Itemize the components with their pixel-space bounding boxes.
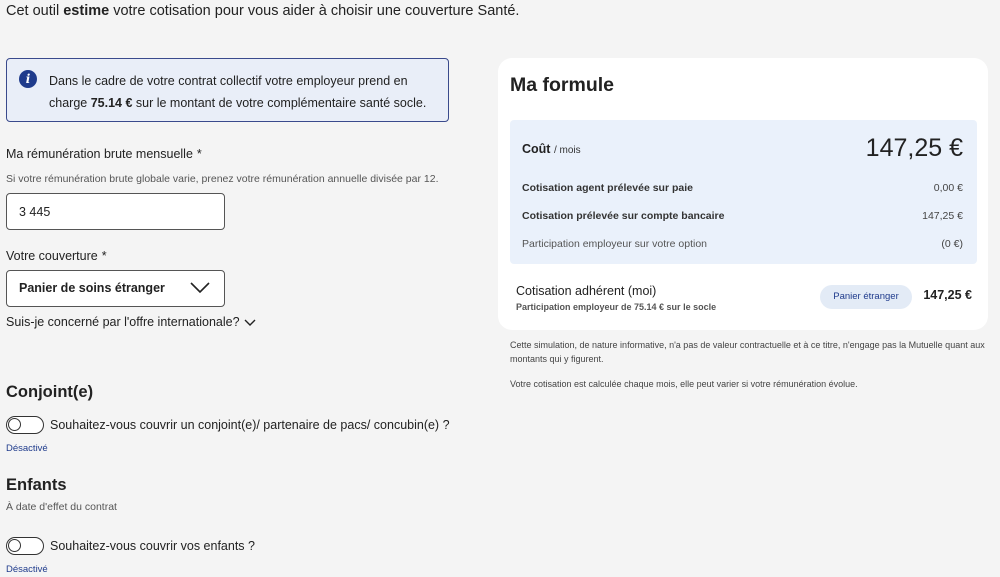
cost-label: Coût / mois (522, 142, 581, 156)
children-subtitle: À date d'effet du contrat (6, 501, 117, 513)
children-section-title: Enfants (6, 476, 67, 494)
adherent-amount: 147,25 € (923, 288, 972, 302)
adherent-sub: Participation employeur de 75.14 € sur le socle (516, 302, 717, 312)
intro-text: Cet outil estime votre cotisation pour vous aider à choisir une couverture Santé. (6, 3, 520, 19)
international-offer-toggle[interactable]: Suis-je concerné par l'offre internationale? (6, 315, 256, 329)
spouse-section-title: Conjoint(e) (6, 383, 94, 401)
formula-card (498, 58, 988, 330)
salary-hint: Si votre rémunération brute globale varie, prenez votre rémunération annuelle divisée par 12. (6, 173, 439, 185)
spouse-toggle-row (6, 416, 450, 434)
children-toggle[interactable] (6, 537, 44, 555)
formula-title: Ma formule (510, 74, 615, 96)
cost-summary (510, 120, 977, 264)
salary-input[interactable] (6, 193, 225, 230)
cost-row: Participation employeur sur votre option (0 €) (522, 238, 963, 250)
spouse-toggle-label: Souhaitez-vous couvrir un conjoint(e)/ partenaire de pacs/ concubin(e) ? (50, 418, 450, 432)
adherent-label: Cotisation adhérent (moi) (516, 284, 657, 298)
cost-row: Cotisation agent prélevée sur paie 0,00 € (522, 182, 963, 194)
toggle-knob (8, 418, 21, 431)
cost-row: Cotisation prélevée sur compte bancaire 147,25 € (522, 210, 963, 222)
coverage-select[interactable]: Panier de soins étranger (6, 270, 225, 307)
children-toggle-row (6, 537, 255, 555)
children-toggle-state: Désactivé (6, 564, 48, 575)
toggle-knob (8, 539, 21, 552)
salary-label: Ma rémunération brute mensuelle * (6, 147, 202, 161)
cost-amount: 147,25 € (865, 134, 963, 162)
spouse-toggle[interactable] (6, 416, 44, 434)
spouse-toggle-state: Désactivé (6, 443, 48, 454)
formula-badge: Panier étranger (820, 285, 912, 309)
disclaimer-monthly: Votre cotisation est calculée chaque mois, elle peut varier si votre rémunération évolue. (510, 379, 858, 389)
chevron-down-icon (189, 281, 211, 295)
chevron-down-icon (244, 319, 256, 327)
info-icon: i (19, 70, 37, 88)
employer-info-box: i Dans le cadre de votre contrat collectif votre employeur prend en charge 75.14 € sur le montant de votre complémentaire santé socle. (6, 58, 449, 122)
disclaimer-simulation: Cette simulation, de nature informative, n'a pas de valeur contractuelle et à ce titre, n'engage pas la Mutuelle quant aux montants qui y figurent. (510, 340, 985, 364)
children-toggle-label: Souhaitez-vous couvrir vos enfants ? (50, 539, 255, 553)
coverage-label: Votre couverture * (6, 249, 107, 263)
